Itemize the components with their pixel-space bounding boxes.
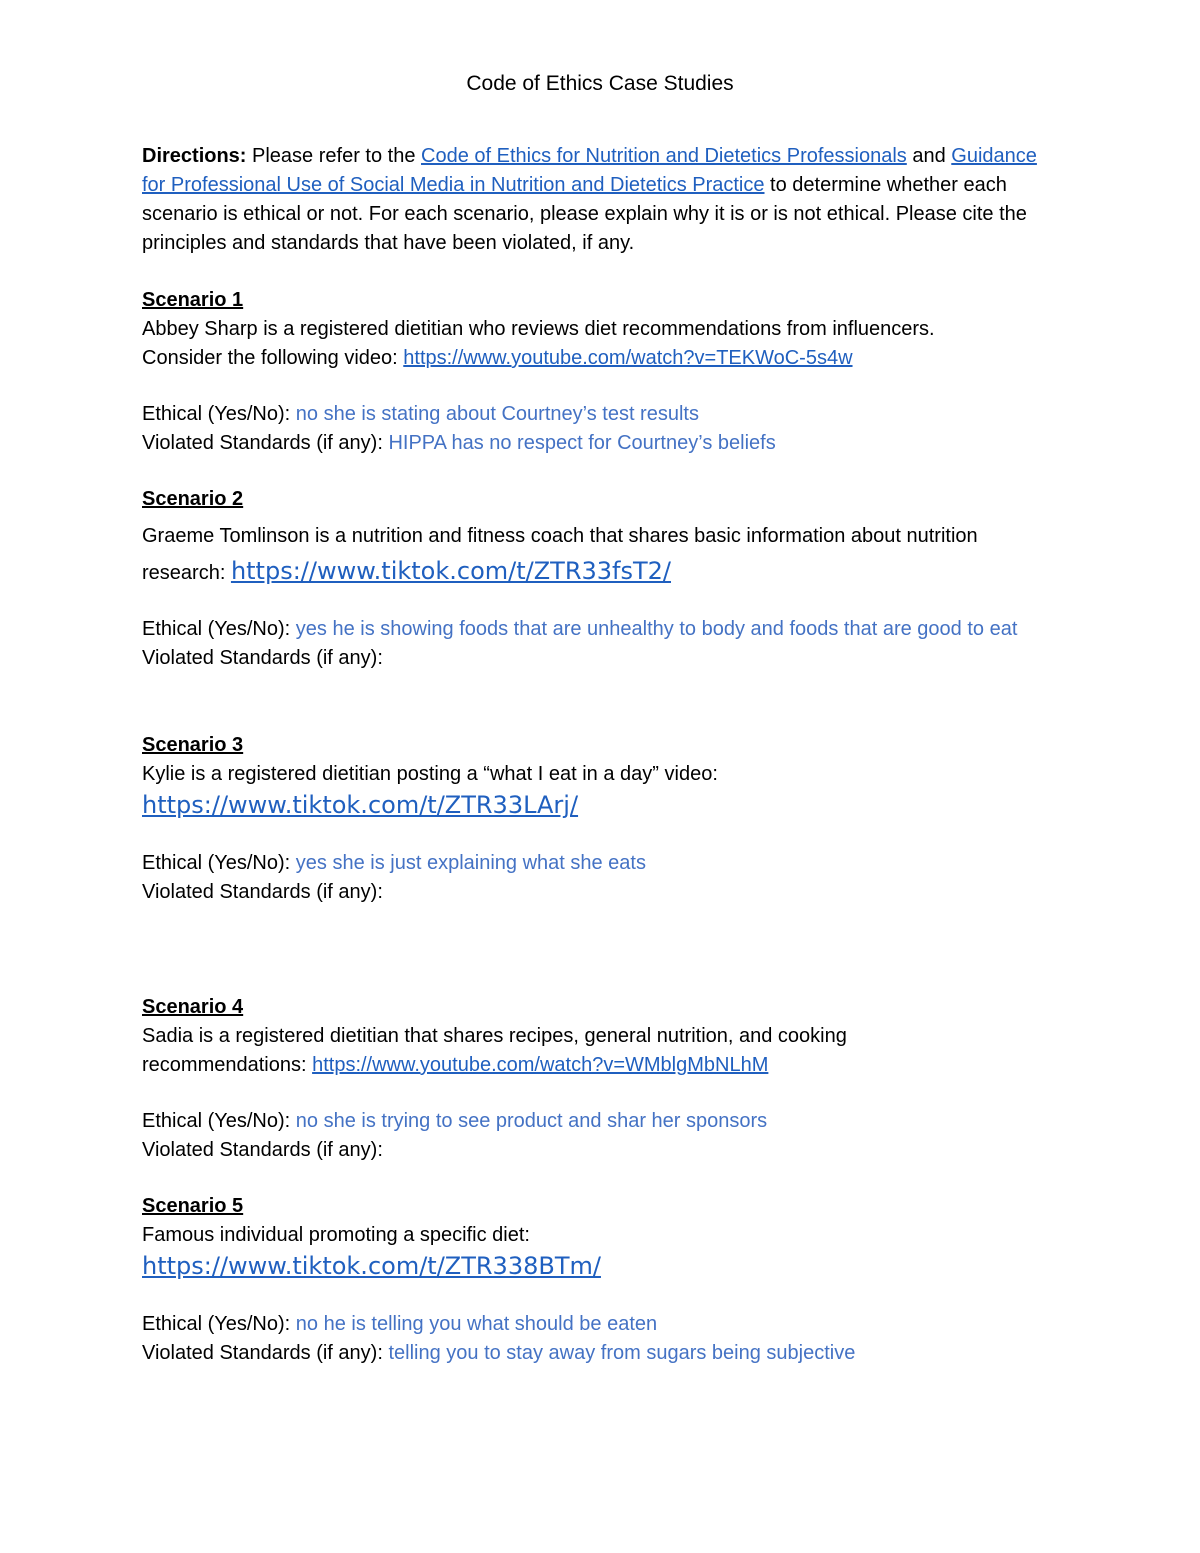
directions-paragraph [142,142,1062,258]
ethical-row [142,1310,1062,1339]
scenario-description: Sadia is a registered dietitian that shares recipes, general nutrition, and cooking [142,1025,847,1047]
scenario-description: Kylie is a registered dietitian posting a “what I eat in a day” video: [142,763,718,785]
ethical-answer: no she is stating about Courtney’s test results [295,403,699,425]
violated-row [142,1339,1062,1368]
violated-row [142,644,1062,673]
scenario-heading: Scenario 1 [142,289,244,311]
ethical-label: Ethical (Yes/No): [142,403,291,425]
ethical-row [142,849,1062,878]
violated-row [142,878,1062,907]
violated-row [142,429,1062,458]
ethical-answer: yes she is just explaining what she eats [295,852,646,874]
scenario-video-link[interactable]: https://www.tiktok.com/t/ZTR338BTm/ [142,1252,601,1280]
violated-label: Violated Standards (if any): [142,881,383,903]
document-body [142,142,1062,1368]
ethical-answer: no she is trying to see product and shar her sponsors [295,1110,768,1132]
violated-label: Violated Standards (if any): [142,647,383,669]
scenario-1 [142,286,1062,458]
scenario-3 [142,731,1062,907]
ethical-row [142,615,1062,644]
social-media-guidance-link[interactable]: Guidance for Professional Use of Social Media in Nutrition and Dietetics Practice [142,145,1037,196]
scenario-video-link[interactable]: https://www.youtube.com/watch?v=WMblgMbNLhM [312,1054,769,1076]
directions-text-mid: and [906,145,952,167]
violated-row [142,1136,1062,1165]
ethical-label: Ethical (Yes/No): [142,618,291,640]
violated-label: Violated Standards (if any): [142,1342,383,1364]
scenario-description-line2 [142,1051,1062,1080]
scenario-description: Graeme Tomlinson is a nutrition and fitness coach that shares basic information about nutrition [142,525,978,547]
scenario-heading: Scenario 2 [142,488,244,510]
ethical-label: Ethical (Yes/No): [142,852,291,874]
scenario-description-line2 [142,555,1062,588]
scenario-heading: Scenario 5 [142,1195,244,1217]
violated-answer: telling you to stay away from sugars being subjective [388,1342,856,1364]
scenario-link-line [142,1250,1062,1283]
scenario-video-link[interactable]: https://www.tiktok.com/t/ZTR33fsT2/ [230,557,671,585]
scenario-5 [142,1192,1062,1368]
directions-text-after: to determine whether each scenario is ethical or not. For each scenario, please explain why it is or is not ethical. Please cite the principles and standards that have been violated, if any. [142,174,1027,254]
scenario-video-link[interactable]: https://www.tiktok.com/t/ZTR33LArj/ [142,791,579,819]
violated-label: Violated Standards (if any): [142,1139,383,1161]
code-of-ethics-link[interactable]: Code of Ethics for Nutrition and Dietetics Professionals [421,145,907,167]
scenario-heading: Scenario 4 [142,996,244,1018]
scenario-description-lead: Consider the following video: [142,347,404,369]
ethical-answer: yes he is showing foods that are unhealthy to body and foods that are good to eat [295,618,1018,640]
page-title: Code of Ethics Case Studies [466,72,734,95]
ethical-label: Ethical (Yes/No): [142,1313,291,1335]
violated-label: Violated Standards (if any): [142,432,383,454]
scenario-link-line [142,789,1062,822]
ethical-answer: no he is telling you what should be eaten [295,1313,658,1335]
scenario-4 [142,993,1062,1165]
scenario-description-line2 [142,344,1062,373]
scenario-description: Famous individual promoting a specific diet: [142,1224,530,1246]
ethical-row [142,1107,1062,1136]
scenario-video-link[interactable]: https://www.youtube.com/watch?v=TEKWoC-5s4w [403,347,853,369]
scenario-description: Abbey Sharp is a registered dietitian who reviews diet recommendations from influencers. [142,318,935,340]
directions-label: Directions: [142,145,247,167]
scenario-heading: Scenario 3 [142,734,244,756]
ethical-row [142,400,1062,429]
scenario-description-lead: recommendations: [142,1054,313,1076]
directions-text-before: Please refer to the [246,145,422,167]
violated-answer: HIPPA has no respect for Courtney’s beliefs [388,432,776,454]
ethical-label: Ethical (Yes/No): [142,1110,291,1132]
scenario-2 [142,485,1062,673]
scenario-description-lead: research: [142,562,231,584]
